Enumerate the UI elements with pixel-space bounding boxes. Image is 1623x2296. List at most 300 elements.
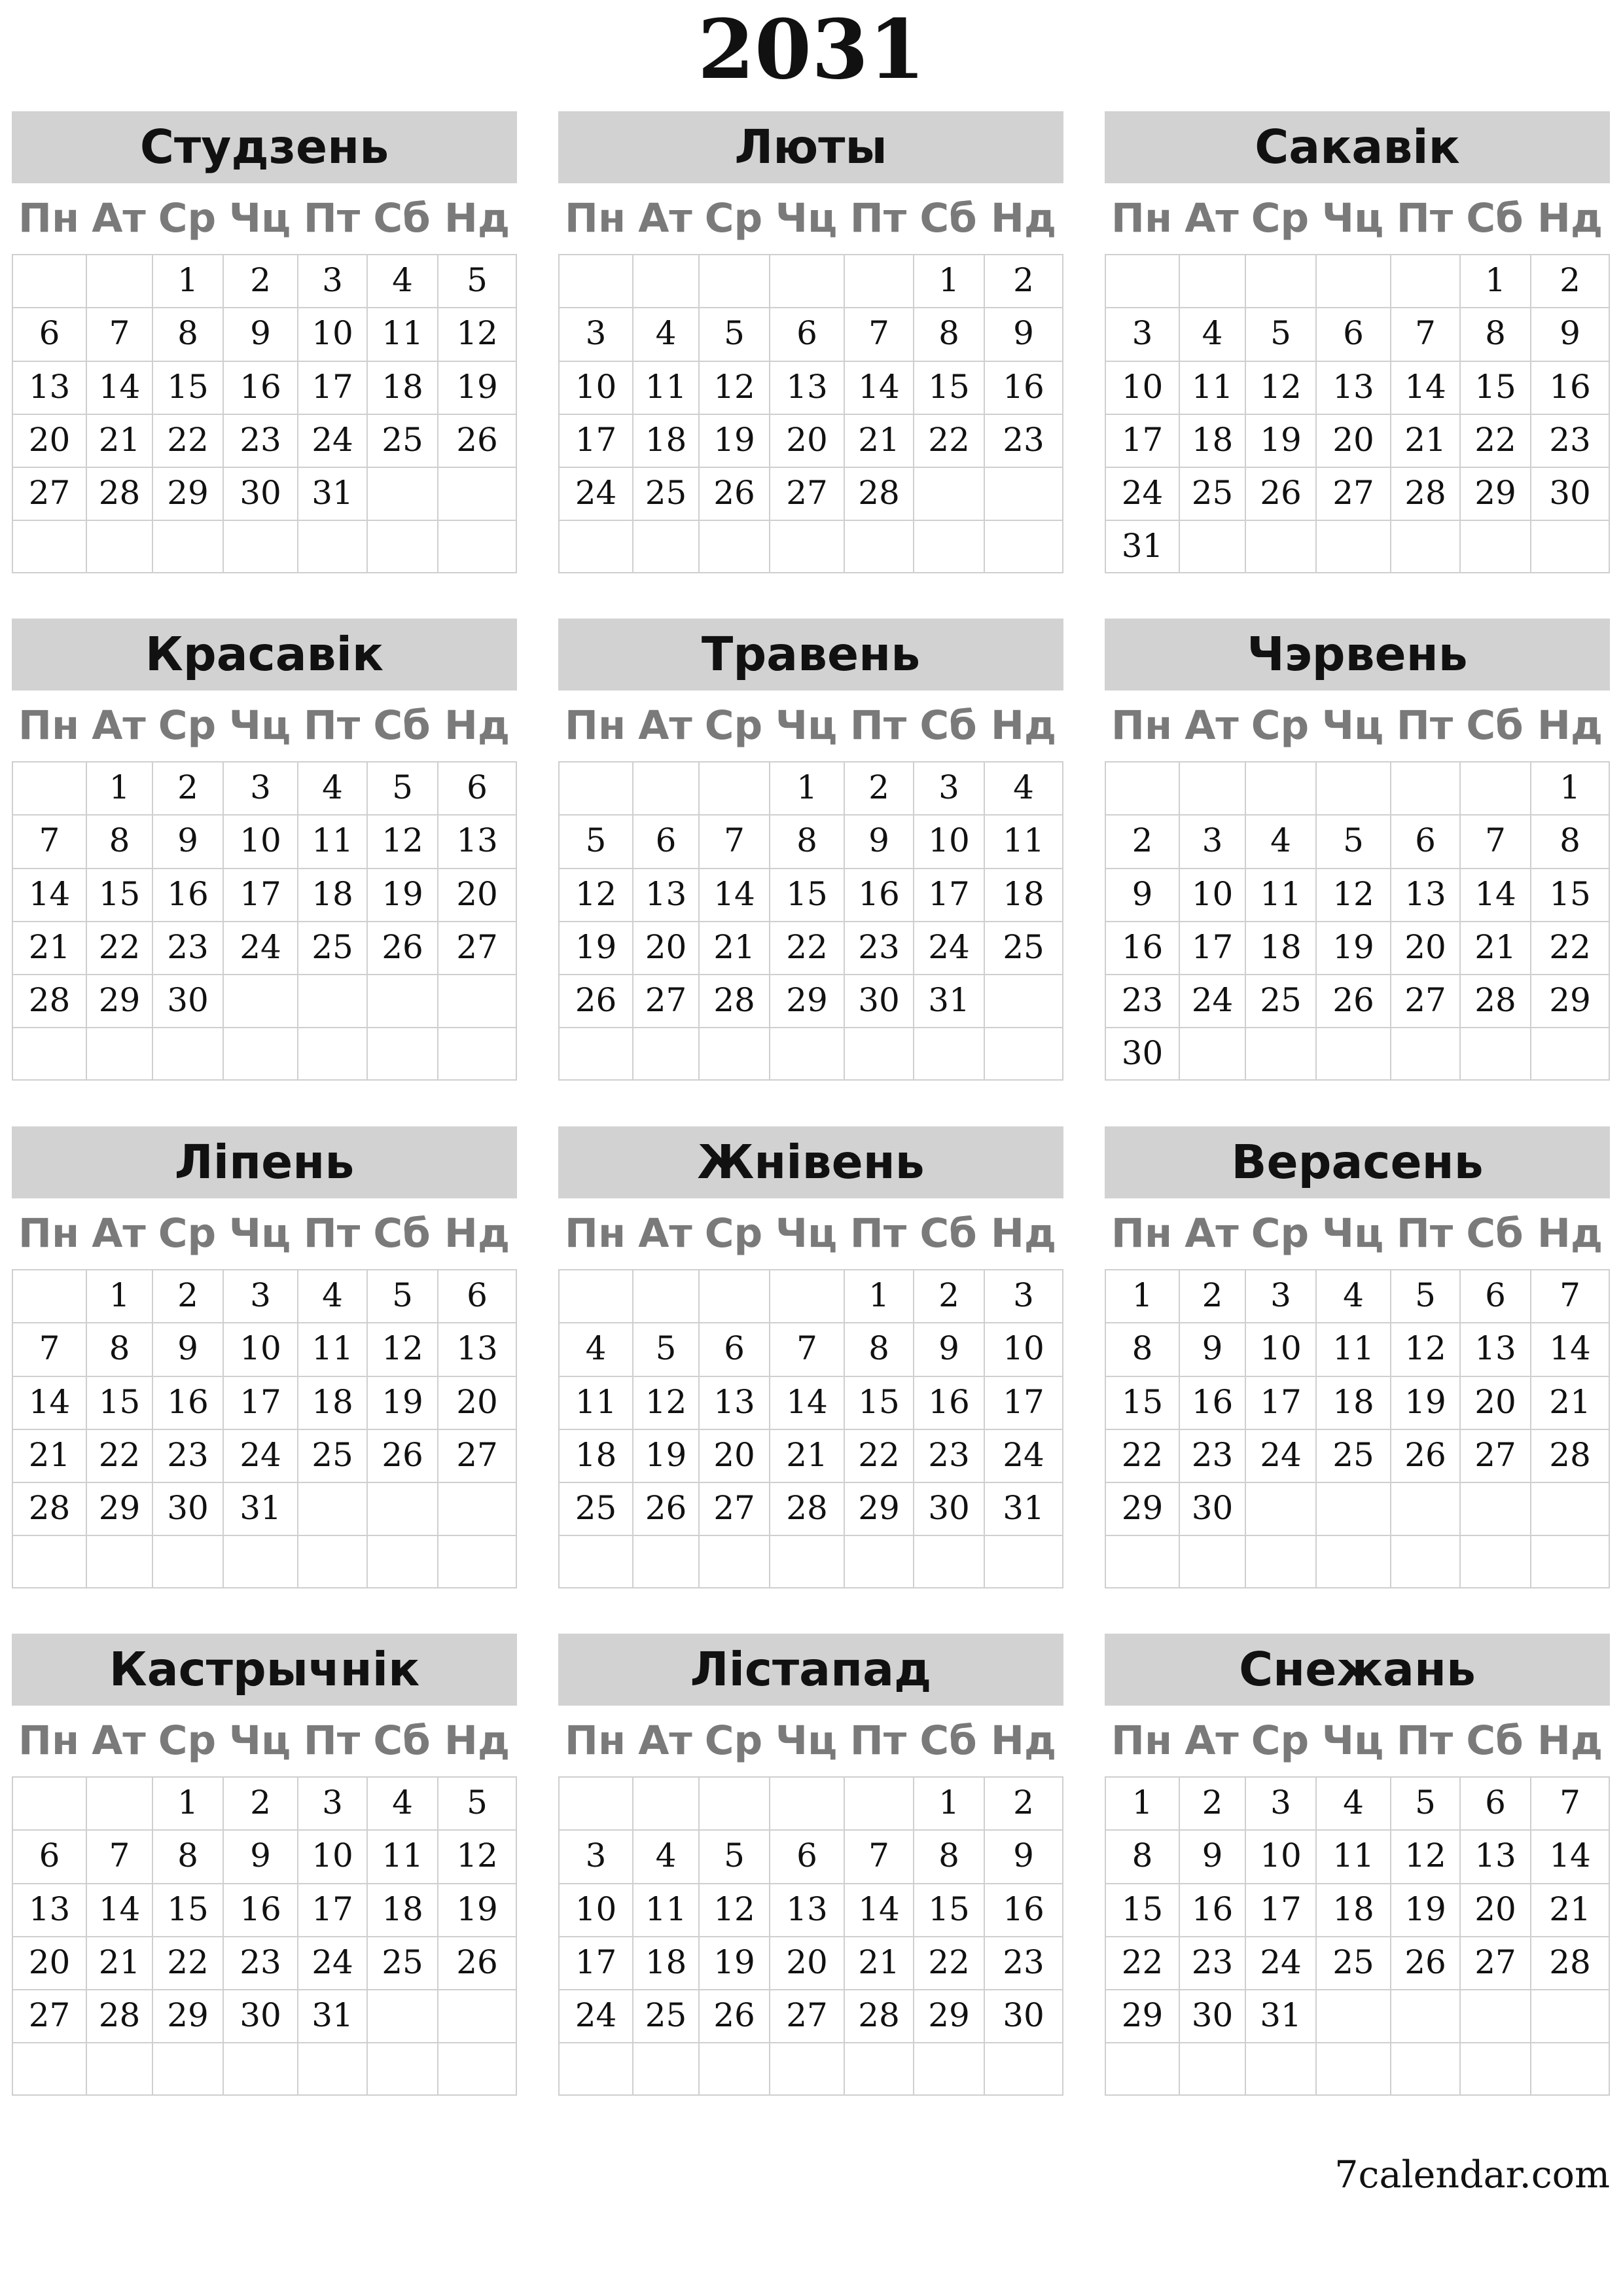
day-cell: 2 bbox=[1179, 1776, 1245, 1829]
day-cell: 7 bbox=[12, 1322, 86, 1375]
month-block bbox=[1105, 111, 1610, 577]
weekday-label: Ат bbox=[1185, 1717, 1239, 1764]
day-cell: 26 bbox=[437, 414, 517, 467]
day-cell: 31 bbox=[297, 467, 366, 520]
weekday-label: Пт bbox=[849, 1210, 907, 1257]
weekday-label: Сб bbox=[373, 1717, 431, 1764]
day-cell: 24 bbox=[1245, 1936, 1315, 1989]
empty-day-cell bbox=[913, 467, 984, 520]
weekday-label: Чц bbox=[775, 1717, 838, 1764]
empty-day-cell bbox=[984, 467, 1063, 520]
day-cell: 12 bbox=[437, 1829, 517, 1882]
day-cell: 19 bbox=[366, 868, 437, 921]
day-cell: 21 bbox=[12, 1429, 86, 1482]
month-block bbox=[1105, 619, 1610, 1085]
month-title: Верасень bbox=[1105, 1126, 1610, 1198]
day-cell: 23 bbox=[1179, 1936, 1245, 1989]
weekday-label: Нд bbox=[1537, 1717, 1603, 1764]
day-cell: 25 bbox=[297, 1429, 366, 1482]
day-cell: 6 bbox=[632, 814, 698, 867]
day-cell: 20 bbox=[1459, 1376, 1530, 1429]
day-cell: 27 bbox=[437, 921, 517, 974]
empty-day-cell bbox=[558, 254, 632, 307]
empty-day-cell bbox=[437, 974, 517, 1027]
weekday-label: Ат bbox=[1185, 1210, 1239, 1257]
day-cell: 20 bbox=[769, 414, 844, 467]
day-cell: 6 bbox=[769, 1829, 844, 1882]
day-cell: 22 bbox=[152, 1936, 223, 1989]
empty-day-cell bbox=[1315, 1482, 1390, 1535]
month-block bbox=[12, 1126, 517, 1592]
day-cell: 20 bbox=[437, 1376, 517, 1429]
weekday-label: Сб bbox=[1466, 1210, 1524, 1257]
day-cell: 18 bbox=[1315, 1376, 1390, 1429]
weekday-label: Ср bbox=[704, 1717, 763, 1764]
day-cell: 11 bbox=[558, 1376, 632, 1429]
empty-day-cell bbox=[1245, 520, 1315, 573]
day-cell: 19 bbox=[1390, 1883, 1459, 1936]
empty-day-cell bbox=[1390, 1027, 1459, 1080]
weekday-label: Пт bbox=[303, 702, 361, 749]
day-cell: 17 bbox=[1105, 414, 1179, 467]
day-cell: 25 bbox=[632, 1989, 698, 2042]
weekday-label: Ср bbox=[158, 195, 217, 242]
weekday-label: Пт bbox=[1396, 1210, 1454, 1257]
empty-day-cell bbox=[366, 1027, 437, 1080]
month-block bbox=[12, 111, 517, 577]
empty-day-cell bbox=[1459, 761, 1530, 814]
month-title: Ліпень bbox=[12, 1126, 517, 1198]
empty-day-cell bbox=[1245, 1482, 1315, 1535]
day-cell: 19 bbox=[1315, 921, 1390, 974]
day-cell: 20 bbox=[437, 868, 517, 921]
empty-day-cell bbox=[152, 2042, 223, 2095]
day-cell: 1 bbox=[152, 1776, 223, 1829]
day-cell: 27 bbox=[769, 1989, 844, 2042]
day-cell: 3 bbox=[1105, 307, 1179, 360]
empty-day-cell bbox=[223, 974, 297, 1027]
empty-day-cell bbox=[632, 520, 698, 573]
day-cell: 5 bbox=[1390, 1269, 1459, 1322]
day-cell: 2 bbox=[1179, 1269, 1245, 1322]
day-cell: 14 bbox=[698, 868, 769, 921]
empty-day-cell bbox=[913, 520, 984, 573]
day-cell: 25 bbox=[1179, 467, 1245, 520]
weekday-label: Сб bbox=[919, 1210, 977, 1257]
day-cell: 3 bbox=[984, 1269, 1063, 1322]
month-day-grid bbox=[558, 1706, 1063, 2096]
day-cell: 2 bbox=[984, 1776, 1063, 1829]
day-cell: 24 bbox=[223, 1429, 297, 1482]
day-cell: 10 bbox=[1105, 361, 1179, 414]
day-cell: 22 bbox=[844, 1429, 913, 1482]
weekday-label: Ат bbox=[638, 702, 692, 749]
day-cell: 9 bbox=[913, 1322, 984, 1375]
day-cell: 18 bbox=[297, 1376, 366, 1429]
day-cell: 1 bbox=[844, 1269, 913, 1322]
weekday-label: Пн bbox=[1111, 702, 1173, 749]
day-cell: 12 bbox=[632, 1376, 698, 1429]
empty-day-cell bbox=[1179, 254, 1245, 307]
day-cell: 27 bbox=[632, 974, 698, 1027]
empty-day-cell bbox=[223, 520, 297, 573]
day-cell: 25 bbox=[558, 1482, 632, 1535]
weekday-label: Нд bbox=[1537, 702, 1603, 749]
empty-day-cell bbox=[1315, 761, 1390, 814]
day-cell: 5 bbox=[698, 1829, 769, 1882]
day-cell: 18 bbox=[632, 414, 698, 467]
day-cell: 23 bbox=[844, 921, 913, 974]
day-cell: 9 bbox=[1179, 1322, 1245, 1375]
empty-day-cell bbox=[1245, 254, 1315, 307]
weekday-label: Пн bbox=[564, 702, 626, 749]
day-cell: 24 bbox=[297, 414, 366, 467]
day-cell: 30 bbox=[223, 467, 297, 520]
empty-day-cell bbox=[86, 2042, 152, 2095]
day-cell: 7 bbox=[86, 1829, 152, 1882]
day-cell: 22 bbox=[1459, 414, 1530, 467]
day-cell: 5 bbox=[437, 1776, 517, 1829]
empty-day-cell bbox=[844, 1535, 913, 1588]
day-cell: 8 bbox=[769, 814, 844, 867]
day-cell: 29 bbox=[152, 1989, 223, 2042]
month-title: Сакавік bbox=[1105, 111, 1610, 183]
month-title: Чэрвень bbox=[1105, 619, 1610, 691]
day-cell: 11 bbox=[366, 307, 437, 360]
day-cell: 22 bbox=[769, 921, 844, 974]
empty-day-cell bbox=[366, 1482, 437, 1535]
day-cell: 3 bbox=[1245, 1776, 1315, 1829]
day-cell: 14 bbox=[1459, 868, 1530, 921]
empty-day-cell bbox=[698, 520, 769, 573]
month-day-grid bbox=[12, 183, 517, 573]
empty-day-cell bbox=[698, 1535, 769, 1588]
weekday-label: Ср bbox=[704, 702, 763, 749]
empty-day-cell bbox=[1390, 1535, 1459, 1588]
day-cell: 28 bbox=[86, 1989, 152, 2042]
empty-day-cell bbox=[366, 520, 437, 573]
empty-day-cell bbox=[1459, 1482, 1530, 1535]
weekday-label: Чц bbox=[228, 702, 291, 749]
day-cell: 29 bbox=[152, 467, 223, 520]
empty-day-cell bbox=[1390, 2042, 1459, 2095]
day-cell: 18 bbox=[366, 361, 437, 414]
day-cell: 11 bbox=[1245, 868, 1315, 921]
day-cell: 7 bbox=[844, 307, 913, 360]
day-cell: 28 bbox=[769, 1482, 844, 1535]
day-cell: 22 bbox=[86, 1429, 152, 1482]
empty-day-cell bbox=[769, 1535, 844, 1588]
day-cell: 19 bbox=[1245, 414, 1315, 467]
day-cell: 20 bbox=[1315, 414, 1390, 467]
empty-day-cell bbox=[437, 1027, 517, 1080]
empty-day-cell bbox=[913, 1027, 984, 1080]
weekday-label: Нд bbox=[990, 1717, 1057, 1764]
day-cell: 8 bbox=[152, 307, 223, 360]
weekday-label: Чц bbox=[1321, 702, 1384, 749]
day-cell: 19 bbox=[698, 1936, 769, 1989]
empty-day-cell bbox=[1179, 761, 1245, 814]
weekday-label: Чц bbox=[1321, 1717, 1384, 1764]
day-cell: 16 bbox=[844, 868, 913, 921]
empty-day-cell bbox=[1390, 254, 1459, 307]
day-cell: 14 bbox=[844, 1883, 913, 1936]
day-cell: 7 bbox=[86, 307, 152, 360]
day-cell: 21 bbox=[844, 1936, 913, 1989]
day-cell: 7 bbox=[1459, 814, 1530, 867]
day-cell: 28 bbox=[1530, 1429, 1610, 1482]
day-cell: 4 bbox=[984, 761, 1063, 814]
day-cell: 25 bbox=[297, 921, 366, 974]
day-cell: 13 bbox=[437, 814, 517, 867]
day-cell: 1 bbox=[1459, 254, 1530, 307]
day-cell: 6 bbox=[769, 307, 844, 360]
day-cell: 8 bbox=[913, 1829, 984, 1882]
empty-day-cell bbox=[1315, 1989, 1390, 2042]
day-cell: 1 bbox=[86, 1269, 152, 1322]
day-cell: 21 bbox=[12, 921, 86, 974]
empty-day-cell bbox=[1315, 1535, 1390, 1588]
empty-day-cell bbox=[1179, 520, 1245, 573]
weekday-label: Ср bbox=[1251, 195, 1310, 242]
empty-day-cell bbox=[437, 1535, 517, 1588]
day-cell: 2 bbox=[1105, 814, 1179, 867]
weekday-label: Нд bbox=[990, 702, 1057, 749]
day-cell: 4 bbox=[1179, 307, 1245, 360]
day-cell: 27 bbox=[769, 467, 844, 520]
empty-day-cell bbox=[223, 1535, 297, 1588]
weekday-label: Ср bbox=[1251, 702, 1310, 749]
empty-day-cell bbox=[913, 2042, 984, 2095]
day-cell: 19 bbox=[1390, 1376, 1459, 1429]
day-cell: 17 bbox=[297, 361, 366, 414]
day-cell: 16 bbox=[1105, 921, 1179, 974]
day-cell: 24 bbox=[558, 1989, 632, 2042]
empty-day-cell bbox=[1459, 520, 1530, 573]
day-cell: 23 bbox=[984, 414, 1063, 467]
day-cell: 14 bbox=[86, 361, 152, 414]
day-cell: 6 bbox=[437, 1269, 517, 1322]
day-cell: 8 bbox=[913, 307, 984, 360]
day-cell: 9 bbox=[152, 814, 223, 867]
weekday-label: Пн bbox=[18, 1210, 80, 1257]
day-cell: 27 bbox=[1459, 1429, 1530, 1482]
day-cell: 16 bbox=[913, 1376, 984, 1429]
day-cell: 27 bbox=[12, 467, 86, 520]
day-cell: 2 bbox=[1530, 254, 1610, 307]
day-cell: 31 bbox=[1245, 1989, 1315, 2042]
day-cell: 29 bbox=[913, 1989, 984, 2042]
day-cell: 16 bbox=[984, 1883, 1063, 1936]
day-cell: 21 bbox=[86, 414, 152, 467]
month-day-grid bbox=[1105, 1198, 1610, 1588]
month-day-grid bbox=[558, 183, 1063, 573]
day-cell: 17 bbox=[1245, 1376, 1315, 1429]
day-cell: 18 bbox=[1245, 921, 1315, 974]
day-cell: 4 bbox=[366, 254, 437, 307]
weekday-label: Пт bbox=[849, 702, 907, 749]
day-cell: 5 bbox=[632, 1322, 698, 1375]
day-cell: 20 bbox=[698, 1429, 769, 1482]
day-cell: 9 bbox=[223, 1829, 297, 1882]
weekday-label: Сб bbox=[919, 1717, 977, 1764]
month-title: Красавік bbox=[12, 619, 517, 691]
day-cell: 5 bbox=[1245, 307, 1315, 360]
day-cell: 3 bbox=[223, 1269, 297, 1322]
day-cell: 3 bbox=[223, 761, 297, 814]
weekday-label: Чц bbox=[228, 1717, 291, 1764]
weekday-label: Нд bbox=[444, 1717, 510, 1764]
empty-day-cell bbox=[632, 254, 698, 307]
empty-day-cell bbox=[844, 254, 913, 307]
day-cell: 11 bbox=[1315, 1322, 1390, 1375]
day-cell: 5 bbox=[1390, 1776, 1459, 1829]
day-cell: 10 bbox=[297, 1829, 366, 1882]
empty-day-cell bbox=[769, 1269, 844, 1322]
weekday-label: Ср bbox=[158, 1717, 217, 1764]
day-cell: 5 bbox=[558, 814, 632, 867]
day-cell: 13 bbox=[698, 1376, 769, 1429]
day-cell: 18 bbox=[1179, 414, 1245, 467]
day-cell: 30 bbox=[223, 1989, 297, 2042]
day-cell: 1 bbox=[1530, 761, 1610, 814]
weekday-label: Сб bbox=[373, 1210, 431, 1257]
day-cell: 8 bbox=[844, 1322, 913, 1375]
day-cell: 9 bbox=[1105, 868, 1179, 921]
day-cell: 12 bbox=[558, 868, 632, 921]
weekday-label: Нд bbox=[990, 195, 1057, 242]
empty-day-cell bbox=[1245, 1535, 1315, 1588]
day-cell: 15 bbox=[1530, 868, 1610, 921]
empty-day-cell bbox=[1179, 1535, 1245, 1588]
month-day-grid bbox=[1105, 183, 1610, 573]
empty-day-cell bbox=[1315, 254, 1390, 307]
empty-day-cell bbox=[1530, 1482, 1610, 1535]
day-cell: 6 bbox=[1459, 1776, 1530, 1829]
weekday-label: Ср bbox=[158, 1210, 217, 1257]
day-cell: 25 bbox=[1315, 1936, 1390, 1989]
day-cell: 13 bbox=[769, 361, 844, 414]
day-cell: 22 bbox=[152, 414, 223, 467]
day-cell: 10 bbox=[984, 1322, 1063, 1375]
day-cell: 30 bbox=[152, 974, 223, 1027]
day-cell: 30 bbox=[1530, 467, 1610, 520]
empty-day-cell bbox=[1390, 1482, 1459, 1535]
day-cell: 14 bbox=[1390, 361, 1459, 414]
empty-day-cell bbox=[632, 1269, 698, 1322]
empty-day-cell bbox=[12, 520, 86, 573]
day-cell: 11 bbox=[632, 1883, 698, 1936]
weekday-label: Нд bbox=[1537, 195, 1603, 242]
empty-day-cell bbox=[437, 1482, 517, 1535]
empty-day-cell bbox=[1390, 520, 1459, 573]
weekday-label: Ат bbox=[638, 1717, 692, 1764]
day-cell: 24 bbox=[297, 1936, 366, 1989]
weekday-label: Сб bbox=[1466, 195, 1524, 242]
day-cell: 1 bbox=[86, 761, 152, 814]
day-cell: 8 bbox=[152, 1829, 223, 1882]
weekday-label: Ат bbox=[92, 195, 146, 242]
day-cell: 21 bbox=[86, 1936, 152, 1989]
day-cell: 10 bbox=[223, 1322, 297, 1375]
day-cell: 28 bbox=[844, 467, 913, 520]
empty-day-cell bbox=[698, 1269, 769, 1322]
day-cell: 29 bbox=[1459, 467, 1530, 520]
empty-day-cell bbox=[152, 520, 223, 573]
day-cell: 12 bbox=[366, 1322, 437, 1375]
weekday-label: Нд bbox=[444, 702, 510, 749]
day-cell: 4 bbox=[558, 1322, 632, 1375]
day-cell: 8 bbox=[86, 1322, 152, 1375]
day-cell: 1 bbox=[1105, 1776, 1179, 1829]
day-cell: 12 bbox=[366, 814, 437, 867]
weekday-label: Пт bbox=[303, 1717, 361, 1764]
day-cell: 14 bbox=[86, 1883, 152, 1936]
weekday-label: Чц bbox=[1321, 1210, 1384, 1257]
weekday-label: Пт bbox=[1396, 1717, 1454, 1764]
day-cell: 7 bbox=[1530, 1776, 1610, 1829]
day-cell: 13 bbox=[632, 868, 698, 921]
empty-day-cell bbox=[86, 1776, 152, 1829]
day-cell: 11 bbox=[297, 1322, 366, 1375]
weekday-label: Пт bbox=[849, 195, 907, 242]
day-cell: 26 bbox=[437, 1936, 517, 1989]
day-cell: 15 bbox=[1105, 1883, 1179, 1936]
day-cell: 16 bbox=[1179, 1883, 1245, 1936]
day-cell: 23 bbox=[1105, 974, 1179, 1027]
day-cell: 30 bbox=[984, 1989, 1063, 2042]
day-cell: 23 bbox=[152, 1429, 223, 1482]
weekday-label: Пн bbox=[564, 1210, 626, 1257]
empty-day-cell bbox=[632, 1776, 698, 1829]
day-cell: 7 bbox=[844, 1829, 913, 1882]
empty-day-cell bbox=[769, 2042, 844, 2095]
empty-day-cell bbox=[297, 1482, 366, 1535]
day-cell: 27 bbox=[12, 1989, 86, 2042]
empty-day-cell bbox=[558, 1027, 632, 1080]
weekday-label: Сб bbox=[1466, 1717, 1524, 1764]
day-cell: 13 bbox=[769, 1883, 844, 1936]
day-cell: 18 bbox=[297, 868, 366, 921]
day-cell: 12 bbox=[1390, 1829, 1459, 1882]
day-cell: 5 bbox=[366, 1269, 437, 1322]
day-cell: 6 bbox=[698, 1322, 769, 1375]
empty-day-cell bbox=[1390, 1989, 1459, 2042]
weekday-label: Пт bbox=[1396, 195, 1454, 242]
day-cell: 13 bbox=[12, 361, 86, 414]
day-cell: 14 bbox=[12, 1376, 86, 1429]
day-cell: 17 bbox=[297, 1883, 366, 1936]
day-cell: 4 bbox=[1315, 1269, 1390, 1322]
day-cell: 29 bbox=[1105, 1989, 1179, 2042]
weekday-label: Пт bbox=[303, 1210, 361, 1257]
weekday-label: Чц bbox=[775, 702, 838, 749]
empty-day-cell bbox=[984, 520, 1063, 573]
day-cell: 6 bbox=[1390, 814, 1459, 867]
empty-day-cell bbox=[1390, 761, 1459, 814]
day-cell: 4 bbox=[297, 761, 366, 814]
day-cell: 24 bbox=[558, 467, 632, 520]
day-cell: 27 bbox=[1315, 467, 1390, 520]
day-cell: 17 bbox=[984, 1376, 1063, 1429]
day-cell: 12 bbox=[1245, 361, 1315, 414]
day-cell: 3 bbox=[1245, 1269, 1315, 1322]
day-cell: 29 bbox=[1530, 974, 1610, 1027]
day-cell: 23 bbox=[1530, 414, 1610, 467]
empty-day-cell bbox=[366, 2042, 437, 2095]
day-cell: 3 bbox=[297, 1776, 366, 1829]
empty-day-cell bbox=[1245, 2042, 1315, 2095]
